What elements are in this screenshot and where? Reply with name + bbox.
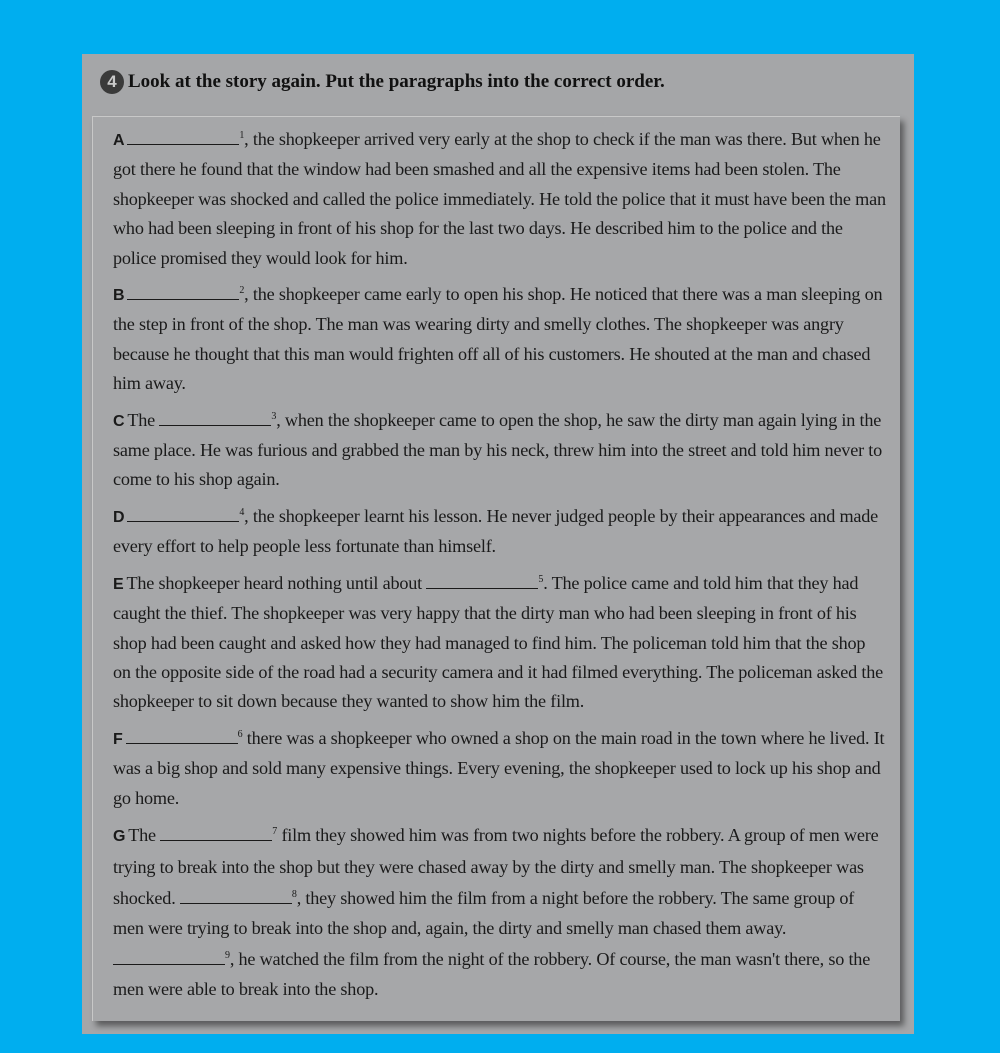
paragraph-b <box>113 280 886 399</box>
gap-blank[interactable] <box>127 285 239 300</box>
paragraph-text: there was a shopkeeper who owned a shop on the main road in the town where he lived. It was a big shop and sold many expensive things. Every evening, the shopkeeper used to lock up his shop and go home. <box>113 727 885 808</box>
gap-blank[interactable] <box>160 826 272 841</box>
paragraph-e: E The shopkeeper heard nothing until about $^5$. The police came and told him that they had caught the thief. The shopkeeper was very happy that the dirty man who had been sleeping in front of his shop had been caught and asked how they had managed to find him. The policeman told him that the shop on the opposite side of the road had a security camera and it had filmed everything. The policeman asked the shopkeeper to sit down because they wanted to show him the film. <box>113 572 883 712</box>
gap-blank[interactable] <box>126 729 238 744</box>
paragraph-letter: D <box>113 508 125 526</box>
story-panel <box>92 116 900 1021</box>
gap-number: 8 <box>291 888 297 900</box>
gap-number: 6 <box>237 728 243 740</box>
exercise-title: Look at the story again. Put the paragraphs into the correct order. <box>128 71 665 92</box>
paragraph-letter: B <box>113 287 125 305</box>
paragraph-letter: G <box>113 827 126 845</box>
gap-blank[interactable] <box>127 130 239 145</box>
exercise-header <box>100 70 665 94</box>
gap-number: 5 <box>538 573 544 585</box>
gap-number: 1 <box>239 129 245 141</box>
gap-blank[interactable] <box>159 411 271 426</box>
paragraph-letter: C <box>113 412 125 430</box>
paragraph-letter: A <box>113 132 125 149</box>
gap-number: 4 <box>239 506 245 518</box>
paragraph-letter: F <box>113 730 123 748</box>
gap-blank[interactable] <box>113 950 225 965</box>
exercise-number-badge: 4 <box>100 70 124 94</box>
gap-number: 7 <box>272 825 278 837</box>
gap-number: 9 <box>225 949 230 961</box>
paragraph-f <box>113 724 886 813</box>
paragraph-text: , the shopkeeper came early to open his shop. He noticed that there was a man sleeping on the step in front of the shop. The man was wearing dirty and smelly clothes. The shopkeeper was angry because he thought that this man would frighten off all of his customers. He shouted at the man and chased him away. <box>113 284 883 394</box>
paragraph-a <box>113 125 886 273</box>
paragraph-letter: E <box>113 575 124 593</box>
gap-blank[interactable] <box>180 889 292 904</box>
paragraph-text: . The police came and told him that they had caught the thief. The shopkeeper was very happy that the dirty man who had been sleeping in front of his shop had been caught and asked how they had managed to find him. The policeman told him that the shop on the opposite side of the road had a security camera and it had filmed everything. The policeman asked the shopkeeper to sit down because they wanted to show him the film. <box>113 572 883 712</box>
paragraph-text: , the shopkeeper learnt his lesson. He never judged people by their appearances and made every effort to help people less fortunate than himself. <box>113 505 879 557</box>
gap-blank[interactable] <box>127 507 239 522</box>
paragraph-text: , when the shopkeeper came to open the shop, he saw the dirty man again lying in the same place. He was furious and grabbed the man by his neck, threw him into the street and told him never to come to his shop again. <box>113 409 883 490</box>
paragraph-text: , the shopkeeper arrived very early at the shop to check if the man was there. But when he got there he found that the window had been smashed and all the expensive items had been stolen. The shopkeeper was shocked and called the police immediately. He told the police that it must have been the man who had been sleeping in front of his shop for the last two days. He described him to the police and the police promised they would look for him. <box>113 129 886 268</box>
paragraph-g: G The $^7$ film they showed him was from two nights before the robbery. A group of men were trying to break into the shop but they were chased away by the dirty and smelly man. The shopkeeper was shocked. $^8$, they showed him the film from a night before the robbery. The same group of men were trying to break into the shop and, again, the dirty and smelly man chased them away. $^9$, he watched the film from the night of the robbery. Of course, the man wasn't there, so the men were able to break into the shop. <box>113 824 879 1000</box>
gap-blank[interactable] <box>426 574 538 589</box>
paragraph-d <box>113 502 886 562</box>
gap-number: 2 <box>239 284 245 296</box>
worksheet <box>82 54 914 1034</box>
gap-number: 3 <box>271 410 277 422</box>
paragraph-c: C The $^3$, when the shopkeeper came to open the shop, he saw the dirty man again lying in the same place. He was furious and grabbed the man by his neck, threw him into the street and told him never to come to his shop again. <box>113 409 883 490</box>
